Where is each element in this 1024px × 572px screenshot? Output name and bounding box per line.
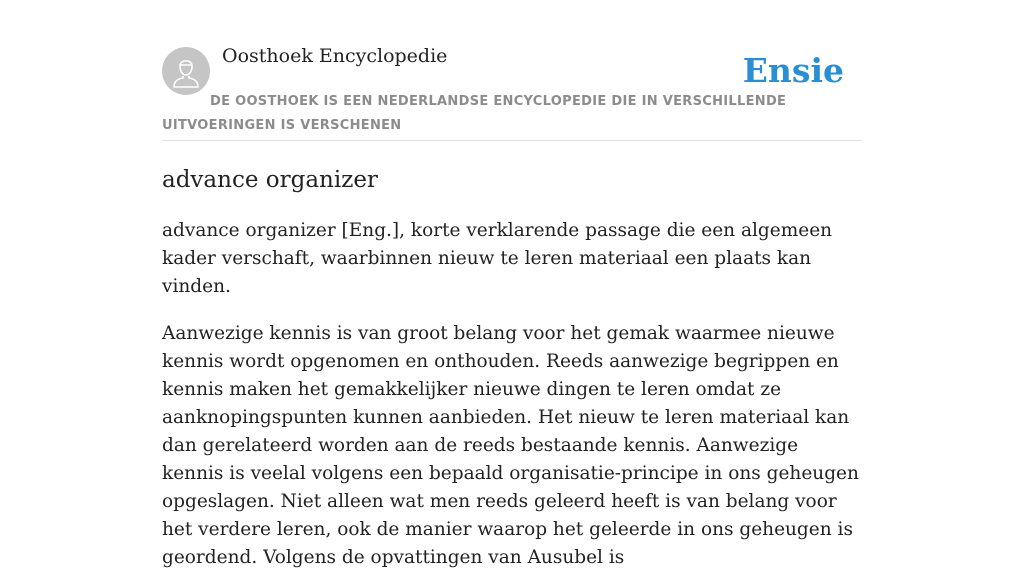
source-name[interactable]: Oosthoek Encyclopedie: [222, 45, 448, 67]
article-paragraph: advance organizer [Eng.], korte verklarende passage die een algemeen kader verschaft, waarbinnen nieuw te leren materiaal een plaats kan vinden.: [162, 220, 833, 297]
user-icon: [162, 47, 210, 95]
brand-logo[interactable]: Ensie: [742, 51, 844, 90]
page: [162, 0, 862, 572]
source-header: [162, 0, 862, 141]
source-description: DE OOSTHOEK IS EEN NEDERLANDSE ENCYCLOPEDIE DIE IN VERSCHILLENDE UITVOERINGEN IS VERSCHENEN: [162, 94, 787, 133]
article-title: advance organizer: [162, 167, 378, 193]
source-avatar[interactable]: [162, 47, 210, 95]
article-paragraph: Aanwezige kennis is van groot belang voor het gemak waarmee nieuwe kennis wordt opgenomen en onthouden. Reeds aanwezige begrippen en kennis maken het gemakkelijker nieuwe dingen te leren omdat ze aanknopingspunten kunnen aanbieden. Het nieuw te leren materiaal kan dan gerelateerd worden aan de reeds bestaande kennis. Aanwezige kennis is veelal volgens een bepaald organisatie-principe in ons geheugen opgeslagen. Niet alleen wat men reeds geleerd heeft is van belang voor het verdere leren, ook de manier waarop het geleerde in ons geheugen is geordend. Volgens de opvattingen van Ausubel is: [162, 323, 859, 568]
